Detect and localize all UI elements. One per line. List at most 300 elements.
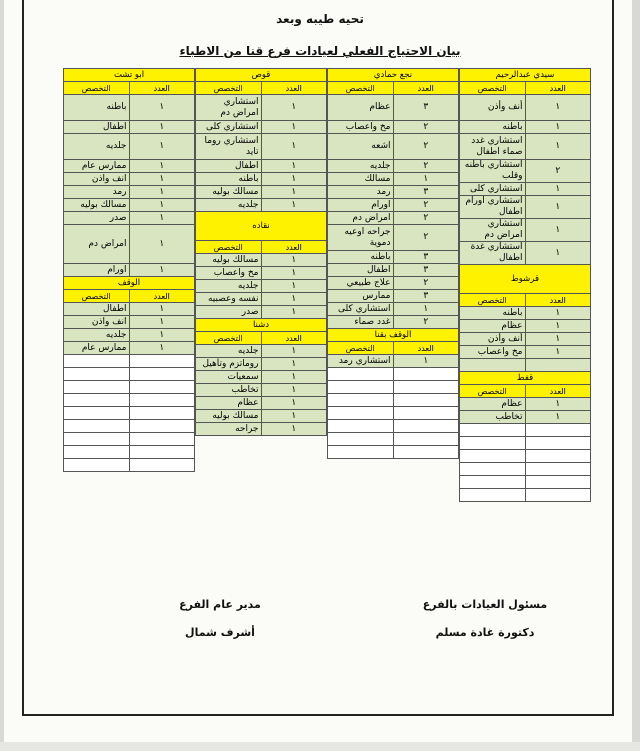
specialty-name: جراحه اوعيه دموية [328,225,394,251]
table-row [64,316,195,329]
empty-cell [328,446,394,459]
table-row [196,173,327,186]
empty-row [64,368,195,381]
table-row [460,121,591,134]
doctor-count: ١ [129,173,195,186]
empty-cell [129,355,195,368]
table-row [328,264,459,277]
empty-cell [393,433,459,446]
table-row [460,307,591,320]
table-column-3 [195,68,327,565]
doctor-count: ١ [261,173,327,186]
table-row [460,219,591,242]
table-row [328,121,459,134]
empty-cell [393,368,459,381]
specialty-name: جلديه [196,345,262,358]
clinic-header-row [460,372,591,385]
specialty-name: انف واذن [64,316,130,329]
table-row [64,329,195,342]
doctor-count: ١ [261,134,327,160]
doctor-count: ١ [129,160,195,173]
empty-cell [64,420,130,433]
empty-cell [328,381,394,394]
specialty-name: مسالك بوليه [196,410,262,423]
specialty-name: استشاري امراض دم [460,219,526,242]
doctor-count: ١ [129,342,195,355]
doctor-count: ٣ [393,95,459,121]
table-row [460,160,591,183]
table-row [328,316,459,329]
branch-clinics-officer-name: دكتورة غادة مسلم [435,626,535,639]
column-header-row [460,294,591,307]
empty-row [64,459,195,472]
count-header: العدد [129,82,195,95]
specialty-name: باطنه [460,307,526,320]
empty-cell [328,407,394,420]
table-row [328,225,459,251]
doctor-count: ١ [261,280,327,293]
specialty-name: اورام [64,264,130,277]
specialty-name: صدر [196,306,262,319]
specialty-name: انف واذن [64,173,130,186]
table-row [460,242,591,265]
clinic-header-row [196,212,327,241]
table-row [328,199,459,212]
table-row [64,121,195,134]
table-row [328,186,459,199]
column-header-row [196,82,327,95]
table-row [328,277,459,290]
column-table [195,68,327,436]
specialty-header: التخصص [460,385,526,398]
doctor-count: ١ [525,307,591,320]
clinic-name: قرشوط [460,265,591,294]
empty-cell [525,463,591,476]
count-header: العدد [525,385,591,398]
empty-cell [129,446,195,459]
specialty-name: استشاري روما تايد [196,134,262,160]
specialty-name: تخاطب [460,411,526,424]
specialty-name: اطفال [64,121,130,134]
empty-cell [64,446,130,459]
table-row [64,199,195,212]
doctor-count: ٢ [525,160,591,183]
empty-row [328,381,459,394]
empty-cell [525,476,591,489]
table-row [328,212,459,225]
clinic-header-row [328,329,459,342]
doctor-count: ١ [393,355,459,368]
empty-cell [328,433,394,446]
doctor-count: ١ [129,316,195,329]
specialty-name: مخ واعصاب [328,121,394,134]
column-header-row [460,82,591,95]
doctor-count: ١ [129,264,195,277]
table-row [196,95,327,121]
specialty-name: عظام [196,397,262,410]
doctor-count: ١ [261,306,327,319]
empty-cell [328,394,394,407]
specialty-header: التخصص [460,82,526,95]
specialty-name: اورام [328,199,394,212]
count-header: العدد [261,82,327,95]
specialty-name: صدر [64,212,130,225]
empty-row [64,394,195,407]
specialty-name: اطفال [328,264,394,277]
empty-cell [129,381,195,394]
table-row [460,134,591,160]
empty-row [460,437,591,450]
doctor-count: ٣ [393,251,459,264]
specialty-name: روماتزم وتأهيل [196,358,262,371]
empty-cell [460,489,526,502]
clinic-header-row [196,319,327,332]
specialty-name: عظام [460,320,526,333]
empty-row [328,394,459,407]
specialty-name: جلديه [64,329,130,342]
doctor-count: ١ [261,397,327,410]
table-row [196,371,327,384]
specialty-name: امراض دم [64,225,130,264]
specialty-name: أنف وأذن [460,95,526,121]
doctor-count: ١ [525,411,591,424]
empty-row [460,463,591,476]
table-row [460,346,591,359]
specialty-header: التخصص [64,290,130,303]
empty-row [328,407,459,420]
doctor-count: ١ [525,398,591,411]
empty-row [328,368,459,381]
branch-clinics-officer-title: مسئول العيادات بالفرع [422,598,548,611]
table-row [64,173,195,186]
count-header: العدد [525,294,591,307]
document-title: بيان الاحتياج الفعلي لعيادات فرع قنا من الاطباء [179,44,461,58]
table-row [196,160,327,173]
doctor-count: ١ [261,384,327,397]
specialty-name: باطنه [64,95,130,121]
doctor-count: ١ [525,183,591,196]
empty-cell [393,394,459,407]
specialty-name: مسالك بوليه [64,199,130,212]
empty-row [328,446,459,459]
table-column-4 [63,68,195,565]
count-header: العدد [393,82,459,95]
empty-row [64,407,195,420]
doctor-count: ١ [129,186,195,199]
specialty-name: عظام [328,95,394,121]
table-row [328,355,459,368]
branch-director-name: أشرف شمال [185,626,255,639]
greeting-line: تحيه طيبه وبعد [276,12,364,26]
specialty-name: جلديه [196,280,262,293]
doctor-count: ١ [261,199,327,212]
doctor-count: ١ [261,371,327,384]
table-row [328,290,459,303]
specialty-name: باطنه [196,173,262,186]
empty-cell [64,394,130,407]
table-row [196,358,327,371]
doctor-count: ١ [261,95,327,121]
table-row [64,186,195,199]
specialty-name: نفسه وعصبيه [196,293,262,306]
doctor-count: ١ [261,423,327,436]
table-row [64,264,195,277]
specialty-name: ممارس عام [64,160,130,173]
specialty-header: التخصص [328,342,394,355]
doctor-count: ٢ [393,212,459,225]
specialty-header: التخصص [196,82,262,95]
table-row [460,95,591,121]
empty-cell [129,394,195,407]
specialty-name: استشاري امراض دم [196,95,262,121]
column-header-row [196,241,327,254]
table-column-1 [459,68,591,565]
empty-cell [129,407,195,420]
table-row [196,423,327,436]
empty-cell [460,463,526,476]
specialty-name: جراحه [196,423,262,436]
table-row [196,345,327,358]
doctor-count: ٢ [393,316,459,329]
count-header: العدد [393,342,459,355]
clinic-header-row [196,69,327,82]
doctor-count: ١ [393,173,459,186]
doctor-count: ١ [129,95,195,121]
table-row [196,410,327,423]
specialty-header: التخصص [460,294,526,307]
doctor-count: ١ [261,186,327,199]
specialty-name: رمد [328,186,394,199]
specialty-name: مسالك بوليه [196,254,262,267]
table-row [196,397,327,410]
table-row [460,359,591,372]
specialty-name: استشاري رمد [328,355,394,368]
doctor-count: ١ [525,242,591,265]
count-header: العدد [129,290,195,303]
empty-cell [64,355,130,368]
doctor-count: ١ [393,303,459,316]
count-header: العدد [525,82,591,95]
table-row [460,196,591,219]
doctor-count: ١ [525,134,591,160]
table-row [196,199,327,212]
doctor-count: ١ [261,267,327,280]
column-header-row [328,82,459,95]
specialty-name: مسالك بوليه [196,186,262,199]
doctor-count: ٣ [393,290,459,303]
clinic-name: دشنا [196,319,327,332]
empty-cell [328,368,394,381]
doctor-count: ١ [261,345,327,358]
empty-cell [525,424,591,437]
doctor-count: ١ [261,254,327,267]
doctor-count: ٣ [393,186,459,199]
specialty-name: سمعيات [196,371,262,384]
table-row [196,121,327,134]
column-header-row [64,290,195,303]
specialty-name: تخاطب [196,384,262,397]
specialty-name: اطفال [196,160,262,173]
empty-cell [525,437,591,450]
empty-row [460,424,591,437]
table-column-2 [327,68,459,565]
empty-row [64,433,195,446]
table-row [64,160,195,173]
specialty-name: استشاري كلى [328,303,394,316]
column-header-row [64,82,195,95]
empty-cell [64,407,130,420]
specialty-name: رمد [64,186,130,199]
clinic-name: نجع حمادي [328,69,459,82]
column-header-row [328,342,459,355]
table-row [460,183,591,196]
empty-cell [393,407,459,420]
clinic-header-row [460,265,591,294]
specialty-name: باطنه [460,121,526,134]
doctor-count: ١ [525,95,591,121]
clinic-header-row [64,69,195,82]
table-row [196,280,327,293]
doctor-count: ١ [525,346,591,359]
empty-cell [328,420,394,433]
doctor-count: ١ [129,121,195,134]
empty-row [64,355,195,368]
specialty-name: باطنه [328,251,394,264]
table-row [64,225,195,264]
clinic-header-row [460,69,591,82]
specialty-name: استشاري اورام اطفال [460,196,526,219]
empty-cell [525,450,591,463]
specialty-name: مخ واعصاب [460,346,526,359]
empty-cell [460,437,526,450]
specialty-header: التخصص [64,82,130,95]
table-row [196,267,327,280]
doctor-count: ١ [129,134,195,160]
column-table [327,68,459,459]
empty-cell [64,368,130,381]
specialty-header: التخصص [196,241,262,254]
doctor-count: ٢ [393,225,459,251]
clinic-name: قفط [460,372,591,385]
empty-row [64,420,195,433]
doctor-count: ١ [525,219,591,242]
specialty-name: اشعه [328,134,394,160]
empty-cell [129,368,195,381]
specialty-name: امراض دم [328,212,394,225]
empty-row [460,489,591,502]
clinic-header-row [64,277,195,290]
empty-row [64,381,195,394]
table-row [196,134,327,160]
doctor-count: ١ [525,320,591,333]
empty-cell [64,433,130,446]
table-row [328,303,459,316]
specialty-name: ممارس [328,290,394,303]
doctor-count: ٣ [393,264,459,277]
column-table [63,68,195,472]
empty-row [328,433,459,446]
doctor-count: ٢ [393,199,459,212]
empty-row [460,476,591,489]
doctor-count: ١ [261,293,327,306]
specialty-name: استشاري باطنه وقلب [460,160,526,183]
clinics-needs-table [63,68,591,565]
table-row [64,303,195,316]
specialty-name: علاج طبيعي [328,277,394,290]
doctor-count: ٢ [393,121,459,134]
doctor-count: ١ [525,121,591,134]
empty-cell [129,420,195,433]
table-row [196,306,327,319]
table-row [64,212,195,225]
clinic-name: نقاده [196,212,327,241]
specialty-name: جلديه [196,199,262,212]
specialty-name: غدد صماء [328,316,394,329]
specialty-header: التخصص [328,82,394,95]
clinic-name: ابو تشت [64,69,195,82]
table-row [196,384,327,397]
table-row [196,293,327,306]
empty-cell [525,489,591,502]
table-row [460,320,591,333]
empty-cell [129,433,195,446]
empty-cell [393,446,459,459]
doctor-count: ٢ [393,134,459,160]
bottom-strip [0,742,640,751]
doctor-count: ١ [525,196,591,219]
doctor-count: ١ [261,121,327,134]
empty-cell [460,476,526,489]
doctor-count: ١ [129,329,195,342]
specialty-name [460,359,526,372]
specialty-name: عظام [460,398,526,411]
specialty-name: استشاري غدد صماء اطفال [460,134,526,160]
empty-row [460,450,591,463]
specialty-name: اطفال [64,303,130,316]
empty-cell [393,420,459,433]
doctor-count: ١ [129,199,195,212]
doctor-count: ١ [129,303,195,316]
table-row [328,134,459,160]
branch-director-title: مدير عام الفرع [179,598,261,611]
doctor-count: ١ [525,333,591,346]
specialty-name: جلديه [64,134,130,160]
empty-cell [129,459,195,472]
doctor-count: ٢ [393,160,459,173]
column-table [459,68,591,502]
specialty-name: جلديه [328,160,394,173]
count-header: العدد [261,332,327,345]
specialty-name: ممارس عام [64,342,130,355]
specialty-header: التخصص [196,332,262,345]
specialty-name: مخ واعصاب [196,267,262,280]
clinic-name: الوقف [64,277,195,290]
empty-row [64,446,195,459]
clinic-name: الوقف بقنا [328,329,459,342]
table-row [460,411,591,424]
doctor-count: ٢ [393,277,459,290]
table-row [460,333,591,346]
specialty-name: أنف وأذن [460,333,526,346]
table-row [460,398,591,411]
doctor-count: ١ [129,225,195,264]
table-row [196,254,327,267]
column-header-row [460,385,591,398]
table-row [328,173,459,186]
count-header: العدد [261,241,327,254]
table-row [64,342,195,355]
empty-cell [460,450,526,463]
